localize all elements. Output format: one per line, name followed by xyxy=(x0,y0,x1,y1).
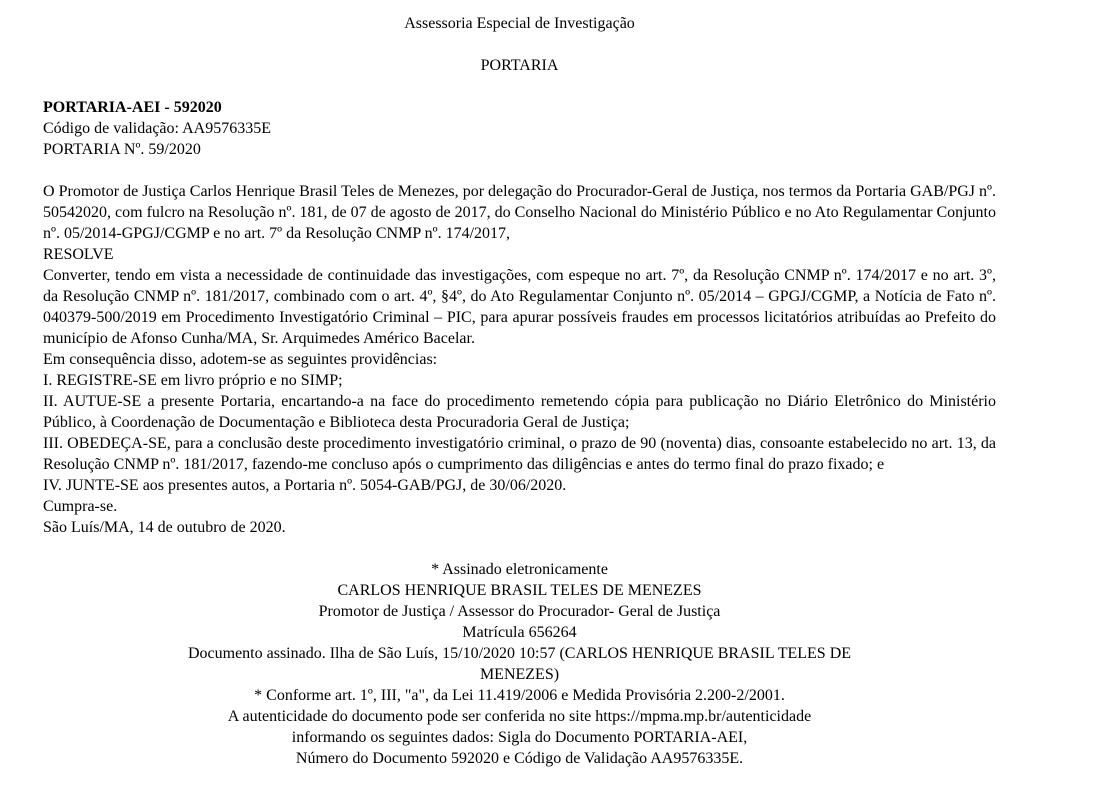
signature-line: Documento assinado. Ilha de São Luís, 15/10/2020 10:57 (CARLOS HENRIQUE BRASIL TELES DE xyxy=(187,645,852,662)
body-paragraph: Converter, tendo em vista a necessidade de continuidade das investigações, com espeque no art. 7º, da Resolução CNMP nº. 174/2017 e no art. 3º, da Resolução CNMP nº. 181/2017, combinado com o art. 4º, §4º, do Ato Regulamentar Conjunto nº. 05/2014 – GPGJ/CGMP, a Notícia de Fato nº. 040379-500/2019 em Procedimento Investigatório Criminal – PIC, para apurar possíveis fraudes em processos licitatórios atribuídas ao Prefeito do município de Afonso Cunha/MA, Sr. Arquimedes Américo Bacelar. xyxy=(43,267,996,347)
validation-code: Código de validação: AA9576335E xyxy=(43,120,271,137)
body-paragraph: Em consequência disso, adotem-se as seguintes providências: xyxy=(43,351,438,368)
body-paragraph: III. OBEDEÇA-SE, para a conclusão deste procedimento investigatório criminal, o prazo de 90 (noventa) dias, consoante estabelecido no art. 13, da Resolução CNMP nº. 181/2017, fazendo-me concluso após o cumprimento das diligências e antes do termo final do prazo fixado; e xyxy=(43,435,996,473)
body-paragraph: O Promotor de Justiça Carlos Henrique Brasil Teles de Menezes, por delegação do Procurador-Geral de Justiça, nos termos da Portaria GAB/PGJ nº. 50542020, com fulcro na Resolução nº. 181, de 07 de agosto de 2017, do Conselho Nacional do Ministério Público e no Ato Regulamentar Conjunto nº. 05/2014-GPGJ/CGMP e no art. 7º da Resolução CNMP nº. 174/2017, xyxy=(43,183,996,242)
signature-line: CARLOS HENRIQUE BRASIL TELES DE MENEZES xyxy=(337,582,702,599)
signature-line: Promotor de Justiça / Assessor do Procurador- Geral de Justiça xyxy=(318,603,721,620)
signature-line: MENEZES) xyxy=(479,666,560,683)
document-type-title: PORTARIA xyxy=(480,57,559,74)
signature-block xyxy=(43,559,996,769)
body-paragraph: I. REGISTRE-SE em livro próprio e no SIMP; xyxy=(43,372,343,389)
spacer xyxy=(43,538,996,559)
spacer xyxy=(43,34,996,55)
body-paragraph: IV. JUNTE-SE aos presentes autos, a Portaria nº. 5054-GAB/PGJ, de 30/06/2020. xyxy=(43,477,567,494)
signature-line: Número do Documento 592020 e Código de Validação AA9576335E. xyxy=(295,750,744,767)
spacer xyxy=(43,76,996,97)
signature-line: A autenticidade do documento pode ser conferida no site https://mpma.mp.br/autenticidade xyxy=(227,708,812,725)
department-title: Assessoria Especial de Investigação xyxy=(404,15,635,32)
body-paragraph: São Luís/MA, 14 de outubro de 2020. xyxy=(43,519,286,536)
document-id: PORTARIA-AEI - 592020 xyxy=(43,99,222,116)
document-body xyxy=(43,181,996,538)
body-paragraph: Cumpra-se. xyxy=(43,498,118,515)
document-number: PORTARIA Nº. 59/2020 xyxy=(43,141,201,158)
signature-line: informando os seguintes dados: Sigla do Documento PORTARIA-AEI, xyxy=(291,729,748,746)
body-paragraph: RESOLVE xyxy=(43,246,114,263)
signature-line: * Assinado eletronicamente xyxy=(431,561,608,578)
signature-line: * Conforme art. 1º, III, "a", da Lei 11.419/2006 e Medida Provisória 2.200-2/2001. xyxy=(254,687,785,704)
signature-line: Matrícula 656264 xyxy=(462,624,577,641)
spacer xyxy=(43,160,996,181)
body-paragraph: II. AUTUE-SE a presente Portaria, encartando-a na face do procedimento remetendo cópia para publicação no Diário Eletrônico do Ministério Público, à Coordenação de Documentação e Biblioteca desta Procuradoria Geral de Justiça; xyxy=(43,393,996,431)
